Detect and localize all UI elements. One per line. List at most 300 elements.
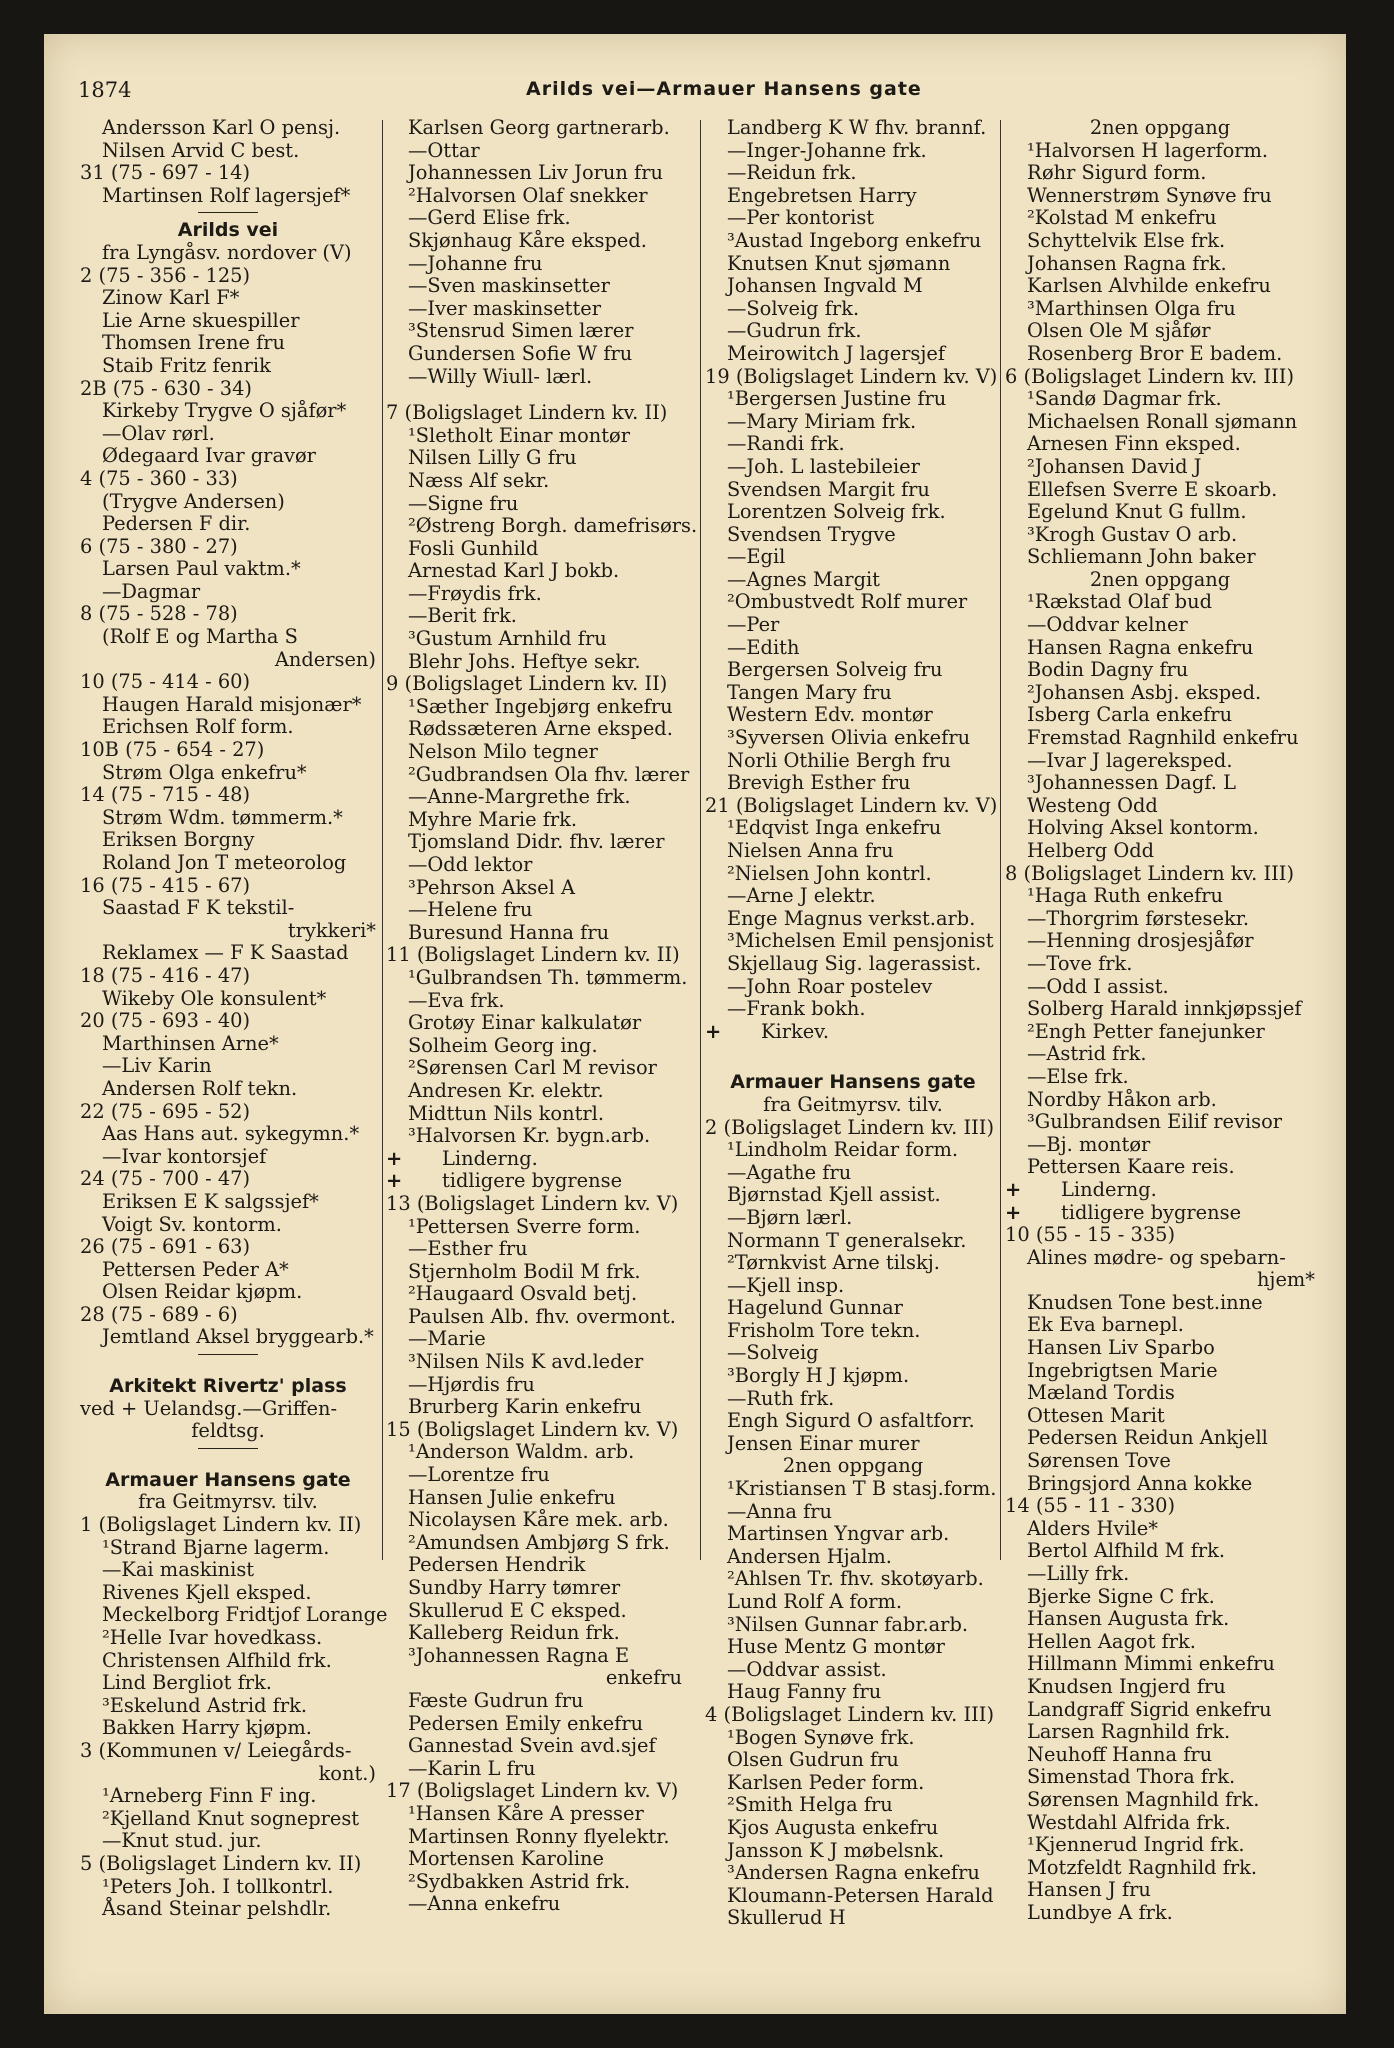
cross-street-entry — [1005, 1179, 1315, 1202]
directory-entry: Hansen Julie enkefru — [408, 1485, 616, 1509]
directory-entry: Hansen Liv Sparbo — [1027, 1336, 1215, 1360]
street-heading: Armauer Hansens gate — [105, 1468, 351, 1491]
directory-entry: enkefru — [605, 1666, 682, 1690]
directory-entry: Enge Magnus verkst.arb. — [727, 906, 976, 930]
directory-entry: Lorentzen Solveig frk. — [727, 500, 946, 524]
directory-entry: Brevigh Esther fru — [727, 771, 911, 795]
directory-entry: ³Michelsen Emil pensjonist — [727, 929, 994, 953]
directory-entry: ²Tørnkvist Arne tilskj. — [727, 1251, 940, 1275]
directory-entry: Martinsen Rolf lagersjef* — [102, 183, 351, 207]
cross-street-icon: + — [386, 1169, 403, 1193]
directory-entry: ¹Lindholm Reidar form. — [727, 1138, 959, 1162]
directory-entry: Isberg Carla enkefru — [1027, 703, 1233, 727]
directory-entry: ²Gudbrandsen Ola fhv. lærer — [408, 762, 690, 786]
directory-entry: Andersen) — [274, 647, 376, 671]
directory-entry: Aas Hans aut. sykegymn.* — [102, 1122, 360, 1146]
directory-entry: Zinow Karl F* — [102, 286, 240, 310]
column-1 — [80, 116, 388, 1921]
directory-entry: Pedersen Hendrik — [408, 1553, 586, 1577]
directory-entry: kont.) — [318, 1761, 376, 1785]
directory-entry: ³Eskelund Astrid frk. — [102, 1693, 308, 1717]
directory-entry: Myhre Marie frk. — [408, 807, 578, 831]
cross-street-entry — [1005, 1202, 1315, 1225]
directory-entry: Ottesen Marit — [1027, 1403, 1165, 1427]
directory-entry: Jensen Einar murer — [727, 1431, 920, 1455]
directory-entry: 2 (75 - 356 - 125) — [80, 263, 251, 287]
directory-entry: Svendsen Margit fru — [727, 477, 930, 501]
directory-entry: Midttun Nils kontrl. — [408, 1101, 605, 1125]
directory-entry: —Lilly frk. — [1027, 1562, 1130, 1585]
directory-entry: Pedersen Reidun Ankjell — [1027, 1426, 1268, 1450]
directory-entry: ²Johansen David J — [1027, 454, 1202, 478]
directory-entry: Knudsen Tone best.inne — [1027, 1290, 1263, 1314]
directory-entry: 28 (75 - 689 - 6) — [80, 1302, 238, 1326]
directory-entry: —Solveig frk. — [727, 296, 860, 320]
directory-entry: Hagelund Gunnar — [727, 1296, 903, 1320]
spacer — [705, 1043, 1001, 1057]
directory-entry: —Kai maskinist — [102, 1558, 255, 1582]
directory-entry: —John Roar postelev — [727, 974, 933, 998]
directory-entry: ²Kjelland Knut sogneprest — [102, 1806, 360, 1830]
directory-entry: —Helene fru — [408, 898, 533, 922]
directory-entry: Staib Fritz fenrik — [102, 353, 271, 377]
directory-entry: Hellen Aagot frk. — [1027, 1629, 1196, 1653]
directory-entry: 2nen oppgang — [782, 1454, 924, 1478]
directory-entry: feldtsg. — [191, 1419, 265, 1443]
directory-entry: Westeng Odd — [1027, 793, 1158, 817]
directory-entry: 15 (Boligslaget Lindern kv. V) — [386, 1417, 679, 1441]
directory-entry: Pettersen Kaare reis. — [1027, 1155, 1235, 1179]
directory-entry: Frisholm Tore tekn. — [727, 1318, 921, 1342]
cross-street-label: tidligere bygrense — [442, 1169, 623, 1193]
directory-entry: —Oddvar kelner — [1027, 613, 1188, 637]
directory-entry: Johansen Ragna frk. — [1027, 251, 1227, 275]
directory-entry: —Ruth frk. — [727, 1386, 835, 1410]
directory-entry: ³Halvorsen Kr. bygn.arb. — [408, 1124, 651, 1148]
directory-entry: Martinsen Yngvar arb. — [727, 1522, 950, 1546]
directory-entry: ¹Bogen Synøve frk. — [727, 1725, 915, 1749]
directory-entry: ¹Halvorsen H lagerform. — [1027, 138, 1269, 162]
directory-entry: 6 (75 - 380 - 27) — [80, 534, 238, 558]
directory-entry: Lind Bergliot frk. — [102, 1671, 272, 1695]
directory-entry: Jansson K J møbelsnk. — [727, 1838, 945, 1862]
directory-entry: Nilsen Arvid C best. — [102, 138, 300, 162]
directory-entry: —Thorgrim førstesekr. — [1027, 906, 1250, 930]
directory-entry: ²Halvorsen Olaf snekker — [408, 183, 648, 207]
column-3 — [705, 117, 1001, 1930]
directory-entry: Helberg Odd — [1027, 839, 1155, 862]
directory-entry: Jemtland Aksel bryggearb.* — [102, 1325, 374, 1349]
directory-entry: fra Lyngåsv. nordover (V) — [102, 240, 352, 264]
directory-entry: —Edith — [727, 635, 800, 659]
directory-entry: ¹Pettersen Sverre form. — [408, 1214, 641, 1238]
directory-entry: Solheim Georg ing. — [408, 1033, 598, 1057]
directory-entry: ¹Bergersen Justine fru — [727, 387, 947, 411]
directory-entry: —Gudrun frk. — [727, 319, 862, 343]
directory-entry: Ødegaard Ivar gravør — [102, 444, 316, 468]
directory-entry: 17 (Boligslaget Lindern kv. V) — [386, 1779, 679, 1803]
directory-entry: Mortensen Karoline — [408, 1847, 604, 1871]
directory-entry: Thomsen Irene fru — [102, 331, 286, 355]
directory-entry: ¹Hansen Kåre A presser — [408, 1801, 644, 1825]
directory-entry: —Per — [727, 613, 780, 637]
spacer — [705, 1057, 1001, 1071]
directory-entry: Fosli Gunhild — [408, 536, 539, 560]
directory-entry: Roland Jon T meteorolog — [102, 851, 347, 874]
directory-entry: Sundby Harry tømrer — [408, 1576, 621, 1599]
directory-entry: Haugen Harald misjonær* — [102, 692, 362, 716]
directory-entry: —Oddvar assist. — [727, 1657, 887, 1681]
directory-entry: —Marie — [408, 1327, 486, 1351]
directory-entry: Andersen Hjalm. — [727, 1544, 892, 1568]
street-heading: Armauer Hansens gate — [730, 1071, 976, 1094]
directory-entry: Brurberg Karin enkefru — [408, 1395, 642, 1419]
directory-entry: 24 (75 - 700 - 47) — [80, 1167, 251, 1191]
directory-entry: Olsen Ole M sjåfør — [1027, 319, 1211, 343]
directory-entry: —Randi frk. — [727, 432, 845, 456]
cross-street-icon: + — [1005, 1200, 1022, 1224]
directory-entry: trykkeri* — [287, 918, 376, 942]
directory-entry: 4 (Boligslaget Lindern kv. III) — [705, 1702, 995, 1726]
directory-entry: 10B (75 - 654 - 27) — [80, 738, 265, 762]
directory-entry: Rødssæteren Arne eksped. — [408, 717, 673, 741]
column-4 — [1005, 117, 1315, 1925]
directory-entry: Sørensen Magnhild frk. — [1027, 1787, 1260, 1811]
directory-entry: Eriksen E K salgssjef* — [102, 1189, 319, 1213]
directory-entry: Skullerud H — [727, 1906, 846, 1930]
directory-entry: Meirowitch J lagersjef — [727, 341, 946, 365]
directory-entry: ²Sørensen Carl M revisor — [408, 1056, 657, 1080]
directory-entry: Knudsen Ingjerd fru — [1027, 1674, 1226, 1698]
directory-entry: ³Stensrud Simen lærer — [408, 319, 634, 343]
cross-street-icon: + — [705, 1019, 722, 1043]
directory-entry: —Kjell insp. — [727, 1273, 845, 1297]
directory-entry: Åsand Steinar pelshdlr. — [102, 1897, 332, 1921]
directory-entry: Rosenberg Bror E badem. — [1027, 341, 1283, 365]
directory-entry: —Eva frk. — [408, 988, 505, 1012]
directory-entry: Hansen Augusta frk. — [1027, 1607, 1230, 1631]
directory-entry: Ingebrigtsen Marie — [1027, 1358, 1218, 1382]
spacer — [80, 1361, 376, 1375]
directory-entry: ²Smith Helga fru — [727, 1793, 893, 1817]
cross-street-icon: + — [386, 1146, 403, 1170]
directory-entry: —Odd I assist. — [1027, 974, 1169, 998]
directory-entry: Simenstad Thora frk. — [1027, 1765, 1236, 1789]
directory-entry: ²Helle Ivar hovedkass. — [102, 1626, 323, 1649]
spacer — [386, 388, 682, 402]
directory-entry: ³Pehrson Aksel A — [408, 875, 576, 899]
directory-entry: ³Marthinsen Olga fru — [1027, 296, 1236, 320]
directory-entry: —Ottar — [408, 138, 480, 162]
directory-entry: Landberg K W fhv. brannf. — [727, 116, 987, 139]
directory-entry: Kjos Augusta enkefru — [727, 1815, 939, 1839]
directory-entry: Engh Sigurd O asfaltforr. — [727, 1409, 975, 1433]
directory-entry: Ek Eva barnepl. — [1027, 1313, 1184, 1337]
directory-entry: —Frank bokh. — [727, 997, 866, 1021]
directory-entry: Røhr Sigurd form. — [1027, 161, 1207, 185]
directory-entry: ²Amundsen Ambjørg S frk. — [408, 1530, 670, 1554]
directory-entry: —Solveig — [727, 1341, 819, 1365]
directory-entry: 16 (75 - 415 - 67) — [80, 873, 251, 897]
directory-entry: Erichsen Rolf form. — [102, 715, 294, 739]
directory-entry: ³Syversen Olivia enkefru — [727, 726, 971, 750]
directory-entry: —Willy Wiull- lærl. — [408, 364, 593, 388]
directory-entry: —Bj. montør — [1027, 1132, 1151, 1156]
directory-entry: Nordby Håkon arb. — [1027, 1087, 1217, 1111]
directory-entry: Stjernholm Bodil M frk. — [408, 1259, 641, 1283]
directory-entry: —Gerd Elise frk. — [408, 206, 571, 230]
column-divider — [1000, 120, 1001, 1560]
directory-entry: 3 (Kommunen v/ Leiegårds- — [80, 1738, 352, 1762]
directory-entry: ¹Peters Joh. I tollkontrl. — [102, 1874, 334, 1898]
directory-entry: 2nen oppgang — [1089, 116, 1231, 139]
directory-entry: —Arne J elektr. — [727, 884, 876, 908]
directory-entry: Hillmann Mimmi enkefru — [1027, 1652, 1275, 1676]
directory-entry: —Dagmar — [102, 579, 201, 603]
directory-entry: 14 (75 - 715 - 48) — [80, 783, 251, 807]
directory-entry: 20 (75 - 693 - 40) — [80, 1009, 251, 1033]
directory-entry: Gannestad Svein avd.sjef — [408, 1734, 656, 1758]
directory-entry: Eriksen Borgny — [102, 828, 255, 852]
directory-entry: Arnestad Karl J bokb. — [408, 559, 620, 583]
directory-entry: ved + Uelandsg.—Griffen- — [80, 1396, 338, 1420]
directory-entry: Bjerke Signe C frk. — [1027, 1584, 1215, 1608]
directory-entry: Hansen J fru — [1027, 1878, 1151, 1902]
directory-entry: 13 (Boligslaget Lindern kv. V) — [386, 1191, 679, 1215]
directory-entry: —Per kontorist — [727, 206, 875, 230]
directory-entry: Nilsen Lilly G fru — [408, 446, 577, 470]
directory-entry: —Johanne fru — [408, 251, 543, 275]
directory-entry: —Knut stud. jur. — [102, 1829, 262, 1853]
directory-entry: Skjønhaug Kåre eksped. — [408, 228, 647, 252]
directory-entry: Svendsen Trygve — [727, 522, 896, 546]
directory-entry: Schliemann John baker — [1027, 545, 1256, 569]
directory-entry: Tjomsland Didr. fhv. lærer — [408, 830, 665, 854]
running-title: Arilds vei—Armauer Hansens gate — [526, 78, 922, 100]
directory-entry: Wikeby Ole konsulent* — [102, 986, 327, 1010]
directory-entry: —Bjørn lærl. — [727, 1205, 853, 1229]
directory-entry: 14 (55 - 11 - 330) — [1005, 1494, 1176, 1518]
directory-entry: ¹Haga Ruth enkefru — [1027, 884, 1224, 908]
directory-entry: Grotøy Einar kalkulatør — [408, 1011, 642, 1035]
directory-entry: Olsen Gudrun fru — [727, 1748, 899, 1772]
directory-entry: ¹Gulbrandsen Th. tømmerm. — [408, 965, 688, 989]
directory-entry: —Anna fru — [727, 1499, 833, 1523]
directory-entry: 7 (Boligslaget Lindern kv. II) — [386, 401, 668, 425]
directory-entry: ³Gulbrandsen Eilif revisor — [1027, 1110, 1283, 1134]
directory-entry: Pettersen Peder A* — [102, 1257, 289, 1281]
directory-entry: Olsen Reidar kjøpm. — [102, 1280, 303, 1304]
directory-entry: 10 (75 - 414 - 60) — [80, 670, 251, 694]
directory-entry: ¹Sandø Dagmar frk. — [1027, 387, 1222, 411]
directory-entry: —Egil — [727, 545, 786, 569]
directory-entry: 9 (Boligslaget Lindern kv. II) — [386, 672, 668, 696]
directory-entry: 21 (Boligslaget Lindern kv. V) — [705, 793, 998, 817]
directory-entry: ¹Sletholt Einar montør — [408, 423, 630, 447]
directory-entry: Huse Mentz G montør — [727, 1635, 945, 1659]
directory-entry: ³Austad Ingeborg enkefru — [727, 228, 982, 252]
directory-entry: 22 (75 - 695 - 52) — [80, 1099, 251, 1123]
directory-entry: Blehr Johs. Heftye sekr. — [408, 649, 641, 673]
directory-entry: —Inger-Johanne frk. — [727, 138, 927, 162]
directory-entry: —Tove frk. — [1027, 951, 1133, 975]
directory-entry: 2 (Boligslaget Lindern kv. III) — [705, 1115, 995, 1139]
directory-entry: ²Engh Petter fanejunker — [1027, 1019, 1265, 1043]
directory-entry: Paulsen Alb. fhv. overmont. — [408, 1304, 676, 1328]
directory-entry: 8 (Boligslaget Lindern kv. III) — [1005, 861, 1295, 885]
cross-street-entry — [386, 1148, 682, 1171]
directory-entry: Skullerud E C eksped. — [408, 1598, 627, 1622]
directory-entry: ³Johannessen Ragna E — [408, 1643, 630, 1667]
column-divider — [382, 120, 383, 1560]
directory-entry: —Mary Miriam frk. — [727, 409, 917, 433]
directory-entry: ¹Anderson Waldm. arb. — [408, 1440, 635, 1464]
directory-entry: Fremstad Ragnhild enkefru — [1027, 726, 1299, 750]
directory-entry: ¹Kjennerud Ingrid frk. — [1027, 1833, 1245, 1857]
directory-entry: hjem* — [1256, 1268, 1315, 1292]
directory-entry: —Henning drosjesjåfør — [1027, 929, 1254, 953]
directory-entry: —Sven maskinsetter — [408, 274, 610, 298]
directory-entry: Kloumann-Petersen Harald — [727, 1883, 994, 1907]
directory-entry: ²Ombustvedt Rolf murer — [727, 590, 968, 614]
directory-entry: Ellefsen Sverre E skoarb. — [1027, 477, 1278, 501]
directory-entry: Landgraff Sigrid enkefru — [1027, 1697, 1272, 1721]
directory-entry: —Olav rørl. — [102, 421, 215, 445]
directory-entry: —Else frk. — [1027, 1064, 1129, 1088]
directory-entry: Holving Aksel kontorm. — [1027, 816, 1259, 840]
directory-entry: Kalleberg Reidun frk. — [408, 1621, 620, 1645]
directory-entry: —Iver maskinsetter — [408, 296, 602, 320]
directory-entry: Sørensen Tove — [1027, 1449, 1171, 1473]
directory-entry: —Anna enkefru — [408, 1892, 561, 1916]
directory-entry: Bjørnstad Kjell assist. — [727, 1183, 941, 1207]
directory-entry: —Esther fru — [408, 1237, 528, 1261]
directory-entry: —Ivar J lagereksped. — [1027, 748, 1233, 772]
cross-street-label: Linderng. — [1061, 1177, 1157, 1201]
directory-entry: Pedersen F dir. — [102, 512, 251, 536]
directory-entry: Pedersen Emily enkefru — [408, 1711, 644, 1735]
directory-entry: ²Østreng Borgh. damefrisørs. — [408, 514, 698, 538]
directory-entry: 4 (75 - 360 - 33) — [80, 466, 238, 490]
directory-entry: 5 (Boligslaget Lindern kv. II) — [80, 1851, 362, 1875]
directory-entry: —Odd lektor — [408, 853, 533, 876]
directory-entry: Neuhoff Hanna fru — [1027, 1742, 1213, 1766]
section-rule — [80, 1443, 376, 1455]
section-rule — [80, 1349, 376, 1361]
directory-entry: (Trygve Andersen) — [102, 489, 285, 513]
directory-entry: —Signe fru — [408, 491, 519, 515]
directory-entry: Norli Othilie Bergh fru — [727, 748, 951, 772]
directory-entry: —Berit frk. — [408, 604, 517, 628]
directory-entry: ²Haugaard Osvald betj. — [408, 1282, 638, 1306]
directory-entry: Martinsen Ronny flyelektr. — [408, 1824, 670, 1848]
directory-entry: Wennerstrøm Synøve fru — [1027, 183, 1272, 207]
directory-entry: Buresund Hanna fru — [408, 920, 610, 944]
directory-entry: 6 (Boligslaget Lindern kv. III) — [1005, 364, 1295, 388]
directory-entry: —Hjørdis fru — [408, 1372, 535, 1396]
directory-entry: Bringsjord Anna kokke — [1027, 1471, 1253, 1495]
directory-entry: ²Johansen Asbj. eksped. — [1027, 680, 1262, 704]
directory-entry: Knutsen Knut sjømann — [727, 251, 951, 275]
directory-entry: Marthinsen Arne* — [102, 1031, 279, 1055]
directory-entry: ³Gustum Arnhild fru — [408, 627, 607, 651]
directory-entry: Nicolaysen Kåre mek. arb. — [408, 1508, 669, 1532]
directory-entry: ²Sydbakken Astrid frk. — [408, 1869, 631, 1893]
directory-entry: 18 (75 - 416 - 47) — [80, 963, 251, 987]
directory-entry: ³Nilsen Gunnar fabr.arb. — [727, 1612, 969, 1636]
directory-entry: —Joh. L lastebileier — [727, 454, 920, 478]
directory-entry: Nielsen Anna fru — [727, 839, 894, 862]
directory-entry: ³Borgly H J kjøpm. — [727, 1364, 910, 1388]
directory-entry: ²Ahlsen Tr. fhv. skotøyarb. — [727, 1567, 984, 1591]
directory-entry: —Frøydis frk. — [408, 581, 542, 605]
directory-entry: ¹Rækstad Olaf bud — [1027, 590, 1212, 614]
directory-entry: Johannessen Liv Jorun fru — [408, 161, 663, 185]
directory-entry: Hansen Ragna enkefru — [1027, 635, 1254, 659]
directory-entry: Lundbye A frk. — [1027, 1900, 1173, 1924]
directory-entry: ¹Kristiansen T B stasj.form. — [727, 1477, 997, 1501]
directory-entry: Nelson Milo tegner — [408, 740, 598, 764]
directory-entry: Engebretsen Harry — [727, 183, 917, 207]
directory-entry: —Agathe fru — [727, 1160, 852, 1184]
directory-entry: —Ivar kontorsjef — [102, 1144, 267, 1168]
directory-entry: Lie Arne skuespiller — [102, 308, 300, 332]
page-header — [78, 78, 1348, 114]
cross-street-label: Linderng. — [442, 1146, 538, 1170]
directory-entry: Karlsen Peder form. — [727, 1770, 925, 1794]
directory-entry: Johansen Ingvald M — [727, 274, 923, 298]
directory-entry: ³Nilsen Nils K avd.leder — [408, 1350, 644, 1374]
directory-entry: —Anne-Margrethe frk. — [408, 785, 631, 809]
directory-entry: 11 (Boligslaget Lindern kv. II) — [386, 943, 680, 967]
directory-entry: Saastad F K tekstil- — [102, 896, 295, 920]
directory-entry: Andresen Kr. elektr. — [408, 1078, 604, 1102]
section-rule — [80, 207, 376, 219]
directory-entry: —Reidun frk. — [727, 161, 857, 185]
directory-entry: Larsen Paul vaktm.* — [102, 557, 301, 581]
directory-entry: Egelund Knut G fullm. — [1027, 500, 1247, 524]
column-2 — [386, 116, 698, 1916]
directory-entry: 10 (55 - 15 - 335) — [1005, 1223, 1176, 1247]
directory-entry: Meckelborg Fridtjof Lorange — [102, 1603, 388, 1627]
directory-entry: Lund Rolf A form. — [727, 1590, 903, 1613]
cross-street-icon: + — [1005, 1177, 1022, 1201]
directory-entry: Arnesen Finn eksped. — [1027, 432, 1241, 456]
directory-entry: Bertol Alfhild M frk. — [1027, 1539, 1226, 1563]
directory-entry: Tangen Mary fru — [727, 680, 892, 704]
street-heading: Arkitekt Rivertz' plass — [109, 1375, 347, 1398]
directory-entry: Fæste Gudrun fru — [408, 1688, 584, 1712]
directory-entry: Strøm Olga enkefru* — [102, 760, 307, 784]
directory-entry: Normann T generalsekr. — [727, 1228, 967, 1252]
directory-entry: Andersson Karl O pensj. — [102, 116, 341, 139]
directory-entry: Reklamex — F K Saastad — [102, 941, 349, 965]
directory-entry: Bodin Dagny fru — [1027, 658, 1189, 682]
directory-entry: Larsen Ragnhild frk. — [1027, 1720, 1231, 1744]
directory-entry: Andersen Rolf tekn. — [102, 1076, 298, 1100]
directory-entry: fra Geitmyrsv. tilv. — [138, 1490, 318, 1514]
street-heading: Arilds vei — [177, 219, 279, 242]
directory-entry: 2nen oppgang — [1089, 567, 1231, 591]
directory-entry: ¹Sæther Ingebjørg enkefru — [408, 694, 673, 718]
column-divider — [700, 120, 701, 1560]
directory-entry: ²Nielsen John kontrl. — [727, 861, 932, 885]
directory-entry: ³Andersen Ragna enkefru — [727, 1861, 980, 1885]
directory-entry: ²Kolstad M enkefru — [1027, 206, 1217, 230]
directory-entry: Alders Hvile* — [1027, 1516, 1158, 1540]
directory-entry: Alines mødre- og spebarn- — [1027, 1245, 1286, 1269]
directory-entry: Skjellaug Sig. lagerassist. — [727, 951, 982, 975]
